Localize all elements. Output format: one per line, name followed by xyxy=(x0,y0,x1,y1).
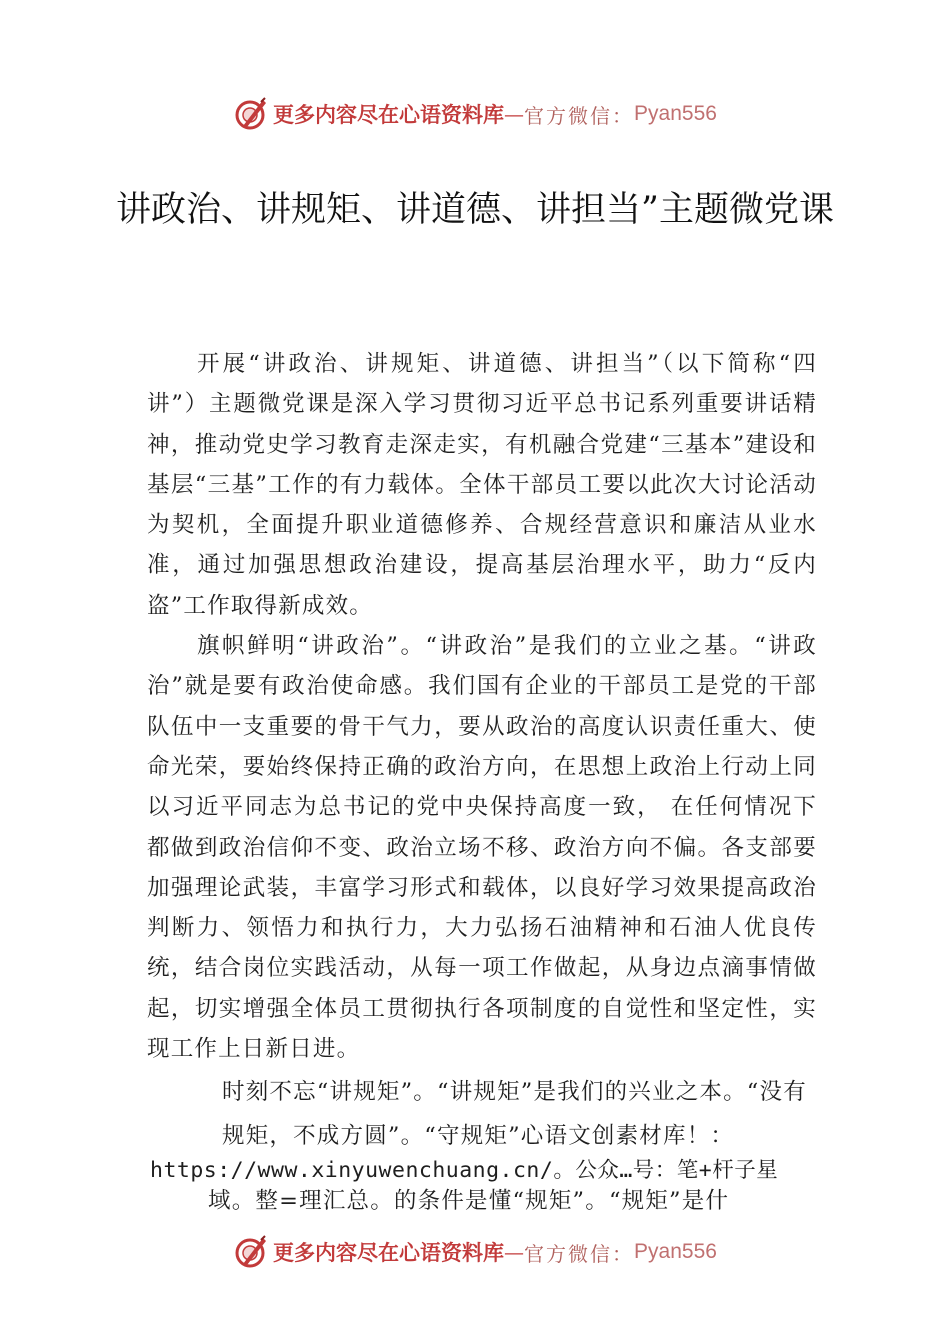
banner-wechat-id: Pyan556 xyxy=(634,1240,717,1263)
banner-library-text: 更多内容尽在心语资料库 xyxy=(273,1240,505,1265)
banner-library-text: 更多内容尽在心语资料库 xyxy=(273,102,505,127)
quill-logo-icon xyxy=(233,1234,269,1270)
tail-line-1: 时刻不忘“讲规矩”。“讲规矩”是我们的兴业之本。“没有 xyxy=(222,1079,807,1105)
tail-line-2: 规矩，不成方圆”。“守规矩”心语文创素材库！： xyxy=(222,1123,735,1149)
banner-wechat-label: 官方微信： xyxy=(524,103,635,128)
quill-logo-icon xyxy=(233,96,269,132)
banner-dash: — xyxy=(504,102,525,126)
tail-line-4: 域。整=理汇总。的条件是懂“规矩”。“规矩”是什 xyxy=(208,1188,730,1214)
document-tail xyxy=(150,1072,820,1216)
paragraph-intro: 开展“讲政治、讲规矩、讲道德、讲担当”（以下简称“四讲”）主题微党课是深入学习贯彻习近平总书记系列重要讲话精神，推动党史学习教育走深走实，有机融合党建“三基本”建设和基层“三基”工作的有力载体。全体干部员工要以此次大讨论活动为契机，全面提升职业道德修养、合规经营意识和廉洁从业水准，通过加强思想政治建设，提高基层治理水平，助力“反内盗”工作取得新成效。 xyxy=(147,351,817,619)
banner-wechat-label: 官方微信： xyxy=(524,1241,635,1266)
header-watermark-banner xyxy=(0,94,950,134)
document-body xyxy=(147,344,817,1069)
document-title: 讲政治、讲规矩、讲道德、讲担当”主题微党课 xyxy=(116,190,834,230)
paragraph-politics: 旗帜鲜明“讲政治”。“讲政治”是我们的立业之基。“讲政治”就是要有政治使命感。我们国有企业的干部员工是党的干部队伍中一支重要的骨干气力，要从政治的高度认识责任重大、使命光荣，要始终保持正确的政治方向，在思想上政治上行动上同以习近平同志为总书记的党中央保持高度一致， 在任何情况下都做到政治信仰不变、政治立场不移、政治方向不偏。各支部要加强理论武装，丰富学习形式和载体，以良好学习效果提高政治判断力、领悟力和执行力，大力弘扬石油精神和石油人优良传统，结合岗位实践活动，从每一项工作做起，从身边点滴事情做起，切实增强全体员工贯彻执行各项制度的自觉性和坚定性，实现工作上日新日进。 xyxy=(147,633,817,1063)
banner-dash: — xyxy=(504,1240,525,1264)
banner-wechat-id: Pyan556 xyxy=(634,102,717,125)
tail-line-3: https://www.xinyuwenchuang.cn/。公众…号：笔+杆子星 xyxy=(150,1158,779,1183)
footer-watermark-banner xyxy=(0,1232,950,1272)
